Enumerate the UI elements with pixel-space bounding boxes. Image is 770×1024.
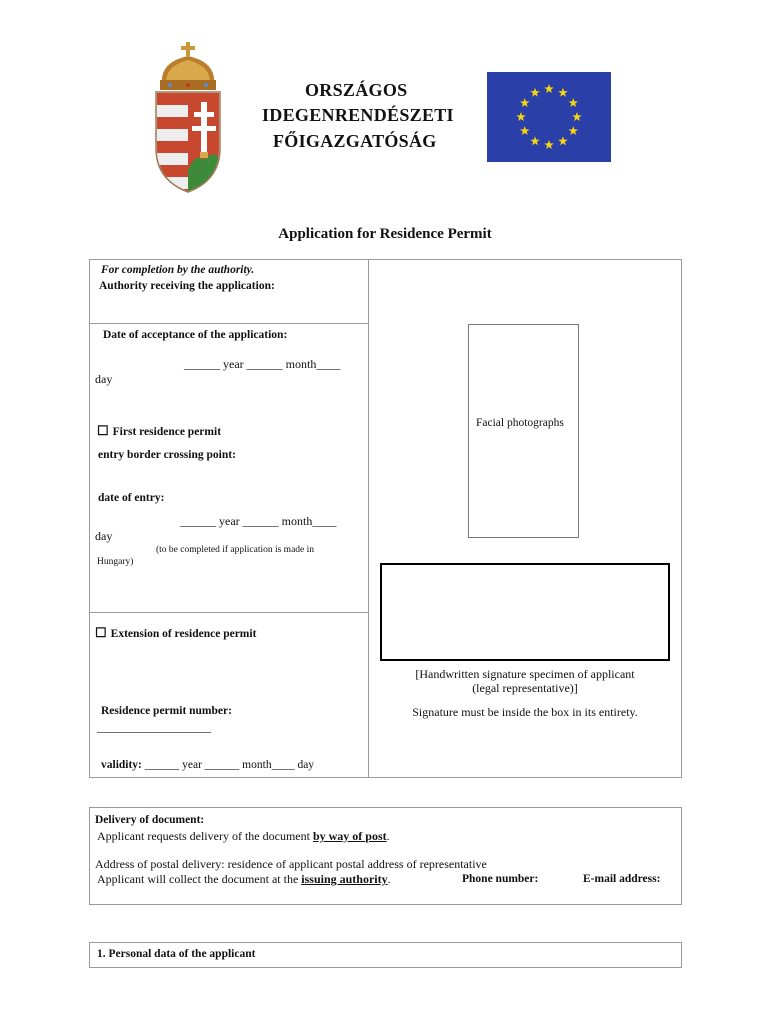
entry-day-label: day xyxy=(95,529,113,543)
postal-address-line: Address of postal delivery: residence of applicant postal address of representative xyxy=(95,857,487,871)
validity-row xyxy=(101,759,314,771)
permit-number-line[interactable]: ___________________ xyxy=(97,720,211,734)
agency-name-line-1: ORSZÁGOS xyxy=(305,80,408,100)
border-crossing-label: entry border crossing point: xyxy=(98,449,236,461)
acceptance-date-line[interactable]: ______ year ______ month____ xyxy=(184,357,341,371)
first-permit-checkbox[interactable]: ☐ xyxy=(97,423,109,438)
delivery-post-line xyxy=(97,829,390,844)
eu-flag-icon xyxy=(487,72,611,162)
first-permit-row-divider xyxy=(89,612,369,613)
email-address-label: E-mail address: xyxy=(583,873,661,885)
signature-box[interactable] xyxy=(380,563,670,661)
photo-label: Facial photographs xyxy=(476,417,564,429)
authority-row-divider xyxy=(89,323,369,324)
agency-name-line-2: IDEGENRENDÉSZETI xyxy=(262,105,454,125)
acceptance-day-label: day xyxy=(95,372,113,386)
personal-data-heading: 1. Personal data of the applicant xyxy=(97,948,256,960)
signature-note: Signature must be inside the box in its entirety. xyxy=(412,705,638,719)
date-of-entry-label: date of entry: xyxy=(98,492,165,504)
validity-label: validity: xyxy=(101,759,142,771)
collect-line xyxy=(97,872,391,887)
table-column-divider xyxy=(368,259,369,778)
hungarian-coat-of-arms-icon xyxy=(148,40,228,196)
authority-receiving-label: Authority receiving the application: xyxy=(99,280,275,292)
date-acceptance-label: Date of acceptance of the application: xyxy=(103,329,288,341)
form-title: Application for Residence Permit xyxy=(278,226,492,242)
delivery-heading: Delivery of document: xyxy=(95,814,205,826)
entry-note-line-2: Hungary) xyxy=(97,557,134,567)
collect-prefix: Applicant will collect the document at the xyxy=(97,872,302,886)
agency-name-line-3: FŐIGAZGATÓSÁG xyxy=(273,131,437,151)
entry-note-line-1: (to be completed if application is made in xyxy=(156,545,315,555)
delivery-by-post-option[interactable]: by way of post xyxy=(312,829,387,843)
photo-box xyxy=(468,324,579,538)
signature-caption-line-1: [Handwritten signature specimen of applicant xyxy=(415,667,635,681)
entry-date-line[interactable]: ______ year ______ month____ xyxy=(180,514,337,528)
authority-heading: For completion by the authority. xyxy=(101,264,255,276)
issuing-authority-option[interactable]: issuing authority xyxy=(301,872,388,886)
validity-date-line[interactable]: ______ year ______ month____ day xyxy=(144,759,315,771)
first-permit-label: First residence permit xyxy=(112,426,222,438)
delivery-post-suffix: . xyxy=(386,829,390,843)
extension-label: Extension of residence permit xyxy=(110,628,257,640)
extension-checkbox[interactable]: ☐ xyxy=(95,625,107,640)
signature-caption-line-2: (legal representative)] xyxy=(472,681,578,695)
extension-option[interactable] xyxy=(95,625,256,641)
delivery-post-prefix: Applicant requests delivery of the document xyxy=(97,829,313,843)
collect-suffix: . xyxy=(387,872,391,886)
phone-number-label: Phone number: xyxy=(462,873,539,885)
first-permit-option[interactable] xyxy=(97,423,221,439)
permit-number-label: Residence permit number: xyxy=(101,705,232,717)
